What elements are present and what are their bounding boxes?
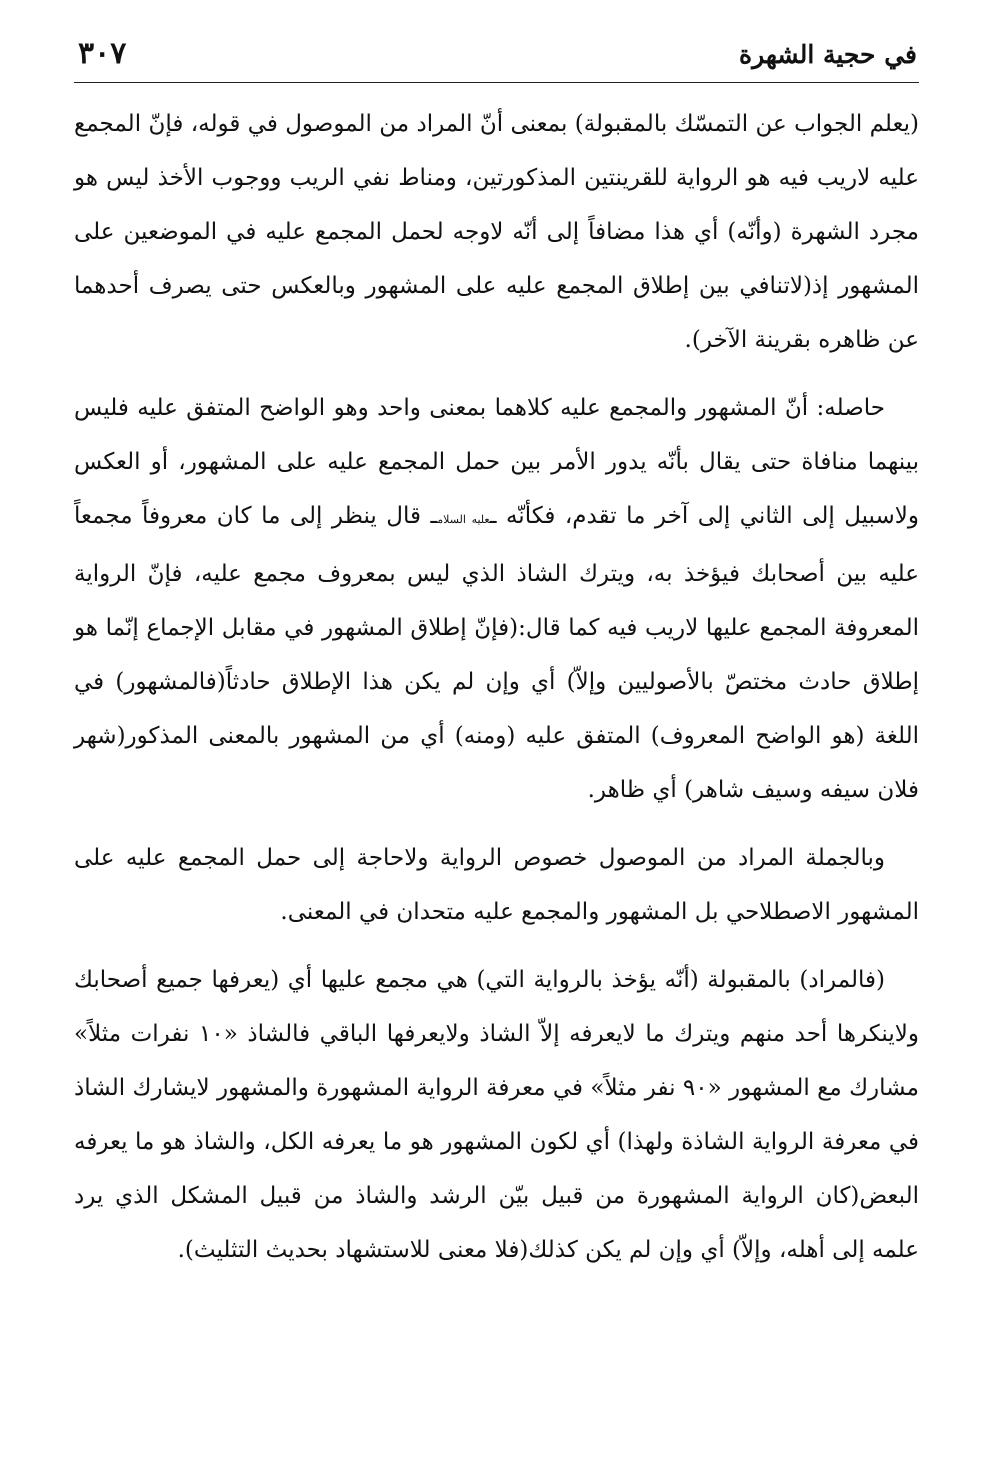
paragraph-3: وبالجملة المراد من الموصول خصوص الرواية ولاحاجة إلى حمل المجمع عليه على المشهور الاصطلاحي بل المشهور والمجمع عليه متحدان في المعنى. xyxy=(74,845,919,925)
paragraph-2 xyxy=(74,381,919,817)
running-header xyxy=(74,30,919,83)
page-number: ٣٠٧ xyxy=(78,36,127,71)
chapter-title: في حجية الشهرة xyxy=(738,40,917,69)
book-page xyxy=(74,30,919,1291)
body-text xyxy=(74,97,919,1277)
honorific-small-text: عليه السلام xyxy=(437,513,490,526)
paragraph-4: (فالمراد) بالمقبولة (أنّه يؤخذ بالرواية التي) هي مجمع عليها أي (يعرفها جميع أصحابك ولاينكرها أحد منهم ويترك ما لايعرفه إلاّ الشاذ ولايعرفها الباقي فالشاذ «١٠ نفرات مثلاً» مشارك مع المشهور «٩٠ نفر مثلاً» في معرفة الرواية المشهورة والمشهور لايشارك الشاذ في معرفة الرواية الشاذة ولهذا) أي لكون المشهور هو ما يعرفه الكل، والشاذ هو ما يعرفه البعض(كان الرواية المشهورة من قبيل بيّن الرشد والشاذ من قبيل المشكل الذي يرد علمه إلى أهله، وإلاّ) أي وإن لم يكن كذلك(فلا معنى للاستشهاد بحديث التثليث). xyxy=(74,967,919,1263)
paragraph-2-part-1: حاصله: أنّ المشهور والمجمع عليه كلاهما بمعنى واحد وهو الواضح المتفق عليه فليس بينهما منافاة حتى يقال بأنّه يدور الأمر بين حمل المجمع عليه على المشهور، أو العكس ولاسبيل إلى الثاني إلى آخر ما تقدم، فكأنّه ـ xyxy=(74,395,919,529)
paragraph-1: (يعلم الجواب عن التمسّك بالمقبولة) بمعنى أنّ المراد من الموصول في قوله، فإنّ المجمع عليه لاريب فيه هو الرواية للقرينتين المذكورتين، ومناط نفي الريب ووجوب الأخذ ليس هو مجرد الشهرة (وأنّه) أي هذا مضافاً إلى أنّه لاوجه لحمل المجمع عليه في الموضعين على المشهور إذ(لاتنافي بين إطلاق المجمع عليه على المشهور وبالعكس حتى يصرف أحدهما عن ظاهره بقرينة الآخر). xyxy=(74,111,919,353)
paragraph-2-part-2: ـ قال ينظر إلى ما كان معروفاً مجمعاً عليه بين أصحابك فيؤخذ به، ويترك الشاذ الذي ليس بمعروف مجمع عليه، فإنّ الرواية المعروفة المجمع عليها لاريب فيه كما قال:(فإنّ إطلاق المشهور في مقابل الإجماع إنّما هو إطلاق حادث مختصّ بالأصوليين وإلاّ) أي وإن لم يكن هذا الإطلاق حادثاً(فالمشهور) في اللغة (هو الواضح المعروف) المتفق عليه (ومنه) أي من المشهور بالمعنى المذكور(شهر فلان سيفه وسيف شاهر) أي ظاهر. xyxy=(74,503,919,803)
